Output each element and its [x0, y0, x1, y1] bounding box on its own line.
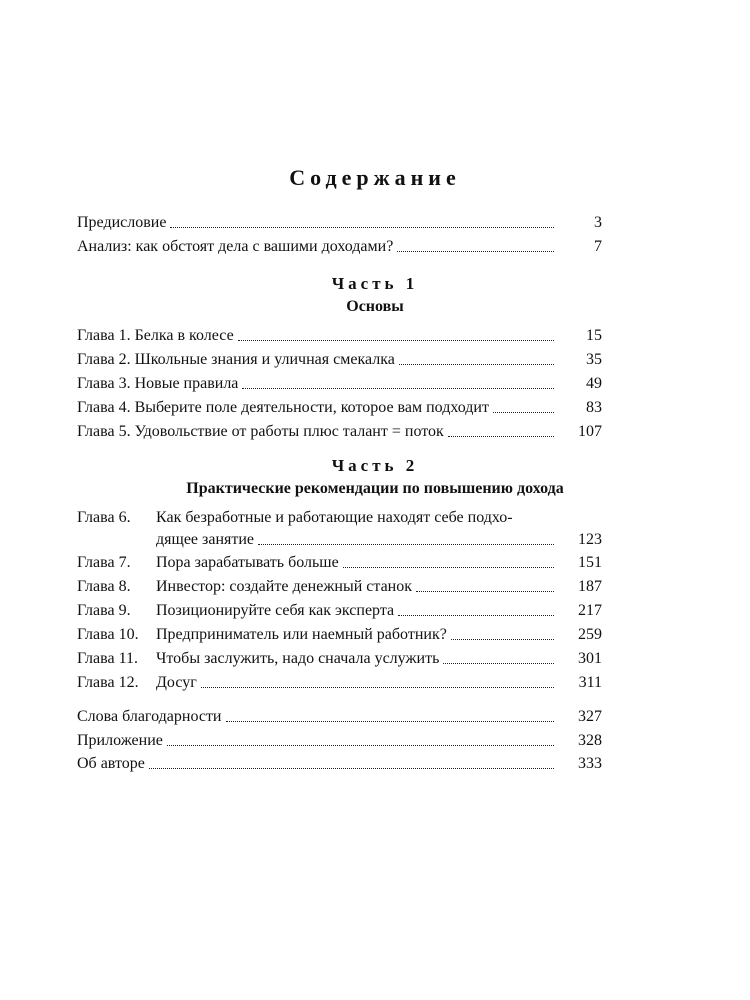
chapter-title-line2: дящее занятие	[156, 531, 255, 548]
toc-entry-appendix	[77, 730, 602, 752]
dot-leader	[399, 363, 554, 365]
toc-entry-label: Глава 3. Новые правила	[77, 375, 239, 392]
toc-entry-about-author	[77, 753, 602, 775]
toc-entry-chapter-9	[77, 600, 602, 622]
toc-entry-label: Глава 1. Белка в колесе	[77, 327, 234, 344]
toc-page-number: 123	[578, 531, 602, 548]
chapter-title: Чтобы заслужить, надо сначала услужить	[156, 650, 440, 667]
toc-entry-chapter-12	[77, 672, 602, 694]
toc-entry-chapter-5	[77, 421, 602, 443]
chapter-title: Позиционируйте себя как эксперта	[156, 602, 395, 619]
dot-leader	[149, 767, 554, 769]
toc-entry-chapter-6-line1	[77, 507, 602, 529]
toc-entry-chapter-4	[77, 397, 602, 419]
toc-page-number: 35	[586, 351, 602, 368]
dot-leader	[170, 226, 554, 228]
dot-leader	[201, 686, 554, 688]
toc-page-number: 151	[578, 554, 602, 571]
dot-leader	[416, 590, 554, 592]
toc-page-number: 327	[578, 708, 602, 725]
toc-entry-label: Об авторе	[77, 755, 145, 772]
page-title: Содержание	[289, 165, 461, 190]
chapter-number: Глава 12.	[77, 674, 139, 691]
toc-entry-label: Предисловие	[77, 214, 167, 231]
toc-entry-label: Слова благодарности	[77, 708, 222, 725]
toc-page-number: 311	[578, 674, 602, 691]
dot-leader	[343, 566, 554, 568]
toc-entry-label: Анализ: как обстоят дела с вашими доходами?	[77, 238, 394, 255]
toc-entry-chapter-11	[77, 648, 602, 670]
toc-entry-analysis	[77, 236, 602, 258]
toc-page-number: 15	[586, 327, 602, 344]
chapter-title: Предприниматель или наемный работник?	[156, 626, 447, 643]
toc-entry-chapter-2	[77, 349, 602, 371]
part-1-label: Часть 1	[331, 274, 419, 293]
chapter-number: Глава 10.	[77, 626, 139, 643]
toc-page-number: 107	[578, 423, 602, 440]
toc-page-number: 187	[578, 578, 602, 595]
chapter-number: Глава 9.	[77, 602, 131, 619]
dot-leader	[451, 638, 554, 640]
dot-leader	[397, 250, 554, 252]
toc-entry-label: Глава 5. Удовольствие от работы плюс талант = поток	[77, 423, 444, 440]
part-2-label: Часть 2	[331, 456, 419, 475]
toc-page-number: 217	[578, 602, 602, 619]
toc-entry-chapter-10	[77, 624, 602, 646]
dot-leader	[443, 662, 554, 664]
dot-leader	[226, 720, 555, 722]
toc-page-number: 333	[578, 755, 602, 772]
toc-page-number: 328	[578, 732, 602, 749]
chapter-title-line1: Как безработные и работающие находят себе подхо-	[156, 509, 513, 526]
dot-leader	[448, 435, 554, 437]
chapter-number: Глава 8.	[77, 578, 131, 595]
toc-page-number: 3	[594, 214, 602, 231]
toc-entry-chapter-3	[77, 373, 602, 395]
chapter-number: Глава 7.	[77, 554, 131, 571]
dot-leader	[493, 411, 554, 413]
toc-entry-label: Приложение	[77, 732, 163, 749]
dot-leader	[167, 744, 554, 746]
toc-page-number: 259	[578, 626, 602, 643]
chapter-title: Инвестор: создайте денежный станок	[156, 578, 412, 595]
toc-entry-chapter-1	[77, 325, 602, 347]
toc-page-number: 49	[586, 375, 602, 392]
toc-entry-label: Глава 2. Школьные знания и уличная смекалка	[77, 351, 395, 368]
part-1-title: Основы	[346, 298, 404, 315]
chapter-title: Досуг	[156, 674, 197, 691]
toc-entry-chapter-7	[77, 552, 602, 574]
toc-entry-acknowledgements	[77, 706, 602, 728]
chapter-number: Глава 11.	[77, 650, 138, 667]
toc-page-number: 301	[578, 650, 602, 667]
dot-leader	[398, 614, 554, 616]
chapter-number: Глава 6.	[77, 509, 131, 526]
toc-page-number: 7	[594, 238, 602, 255]
dot-leader	[238, 339, 554, 341]
dot-leader	[242, 387, 554, 389]
toc-entry-chapter-6	[156, 529, 602, 551]
part-2-title: Практические рекомендации по повышению дохода	[186, 480, 564, 497]
toc-entry-label: Глава 4. Выберите поле деятельности, которое вам подходит	[77, 399, 489, 416]
dot-leader	[258, 543, 554, 545]
toc-page-number: 83	[586, 399, 602, 416]
toc-entry-chapter-8	[77, 576, 602, 598]
toc-entry-foreword	[77, 212, 602, 234]
chapter-title: Пора зарабатывать больше	[156, 554, 339, 571]
